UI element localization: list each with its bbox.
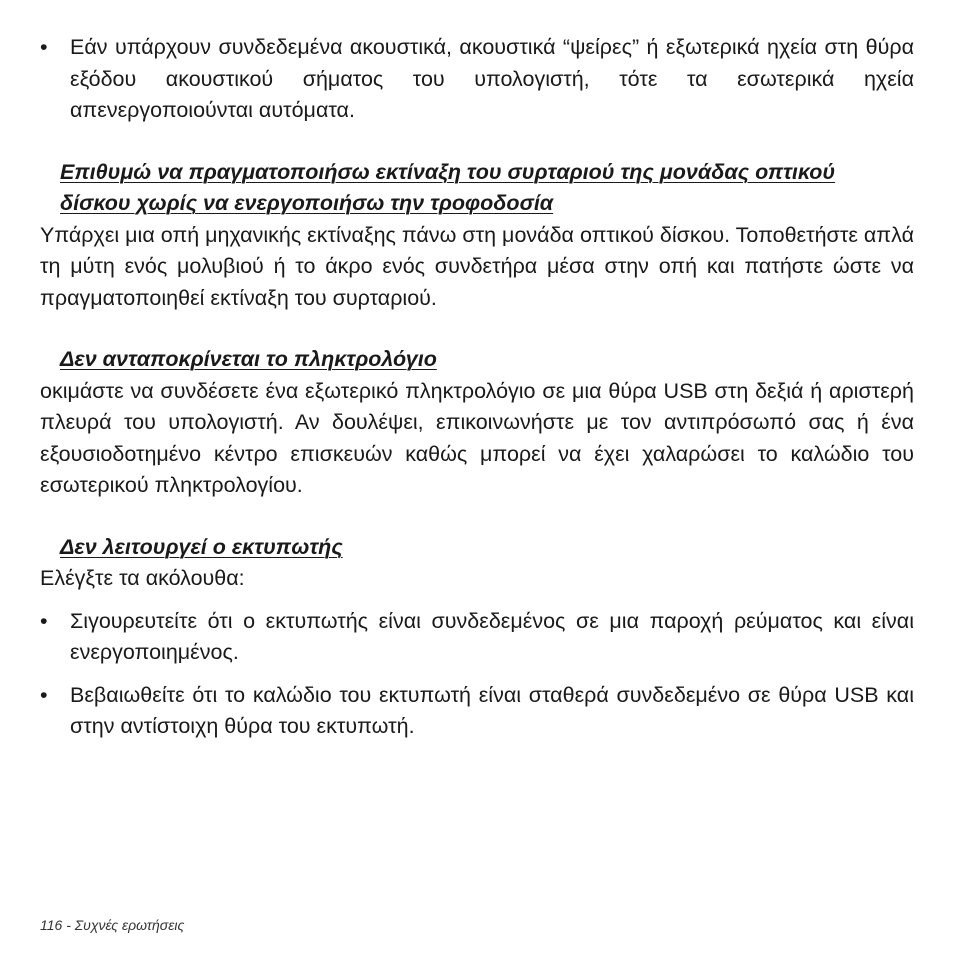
heading-eject-tray: Επιθυμώ να πραγματοποιήσω εκτίναξη του συρταριού της μονάδας οπτικού δίσκου χωρίς να ενεργοποιήσω την τροφοδοσία	[60, 159, 836, 215]
printer-bullet-text: Σιγουρευτείτε ότι ο εκτυπωτής είναι συνδεδεμένος σε μια παροχή ρεύματος και είναι ενεργοποιημένος.	[70, 608, 914, 664]
printer-bullet-item	[40, 606, 914, 669]
printer-bullet-item	[40, 680, 914, 743]
intro-bullet-item	[40, 32, 914, 127]
body-keyboard: οκιμάστε να συνδέσετε ένα εξωτερικό πληκτρολόγιο σε μια θύρα USB στη δεξιά ή αριστερή πλευρά του υπολογιστή. Αν δουλέψει, επικοινωνήστε με τον αντιπρόσωπό σας ή ένα εξουσιοδοτημένο κέντρο επισκευών καθώς μπορεί να έχει χαλαρώσει το καλώδιο του εσωτερικού πληκτρολογίου.	[40, 378, 914, 497]
document-page	[40, 32, 914, 743]
body-eject-tray: Υπάρχει μια οπή μηχανικής εκτίναξης πάνω στη μονάδα οπτικού δίσκου. Τοποθετήστε απλά τη μύτη ενός μολυβιού ή το άκρο ενός συνδετήρα μέσα στην οπή και πατήστε ώστε να πραγματοποιηθεί εκτίναξη του συρταριού.	[40, 222, 914, 310]
bullet-icon: •	[40, 682, 48, 707]
printer-bullet-text: Βεβαιωθείτε ότι το καλώδιο του εκτυπωτή είναι σταθερά συνδεδεμένο σε θύρα USB και στην αντίστοιχη θύρα του εκτυπωτή.	[70, 682, 914, 738]
body-printer-intro: Ελέγξτε τα ακόλουθα:	[40, 566, 245, 590]
bullet-icon: •	[40, 608, 48, 633]
bullet-icon: •	[40, 35, 48, 59]
intro-bullet-text: Εάν υπάρχουν συνδεδεμένα ακουστικά, ακουστικά “ψείρες” ή εξωτερικά ηχεία στη θύρα εξόδου ακουστικού σήματος του υπολογιστή, τότε τα εσωτερικά ηχεία απενεργοποιούνται αυτόματα.	[70, 35, 914, 122]
heading-keyboard: Δεν ανταποκρίνεται το πληκτρολόγιο	[60, 347, 437, 371]
heading-printer: Δεν λειτουργεί ο εκτυπωτής	[60, 534, 343, 559]
page-footer: 116 - Συχνές ερωτήσεις	[40, 917, 185, 933]
